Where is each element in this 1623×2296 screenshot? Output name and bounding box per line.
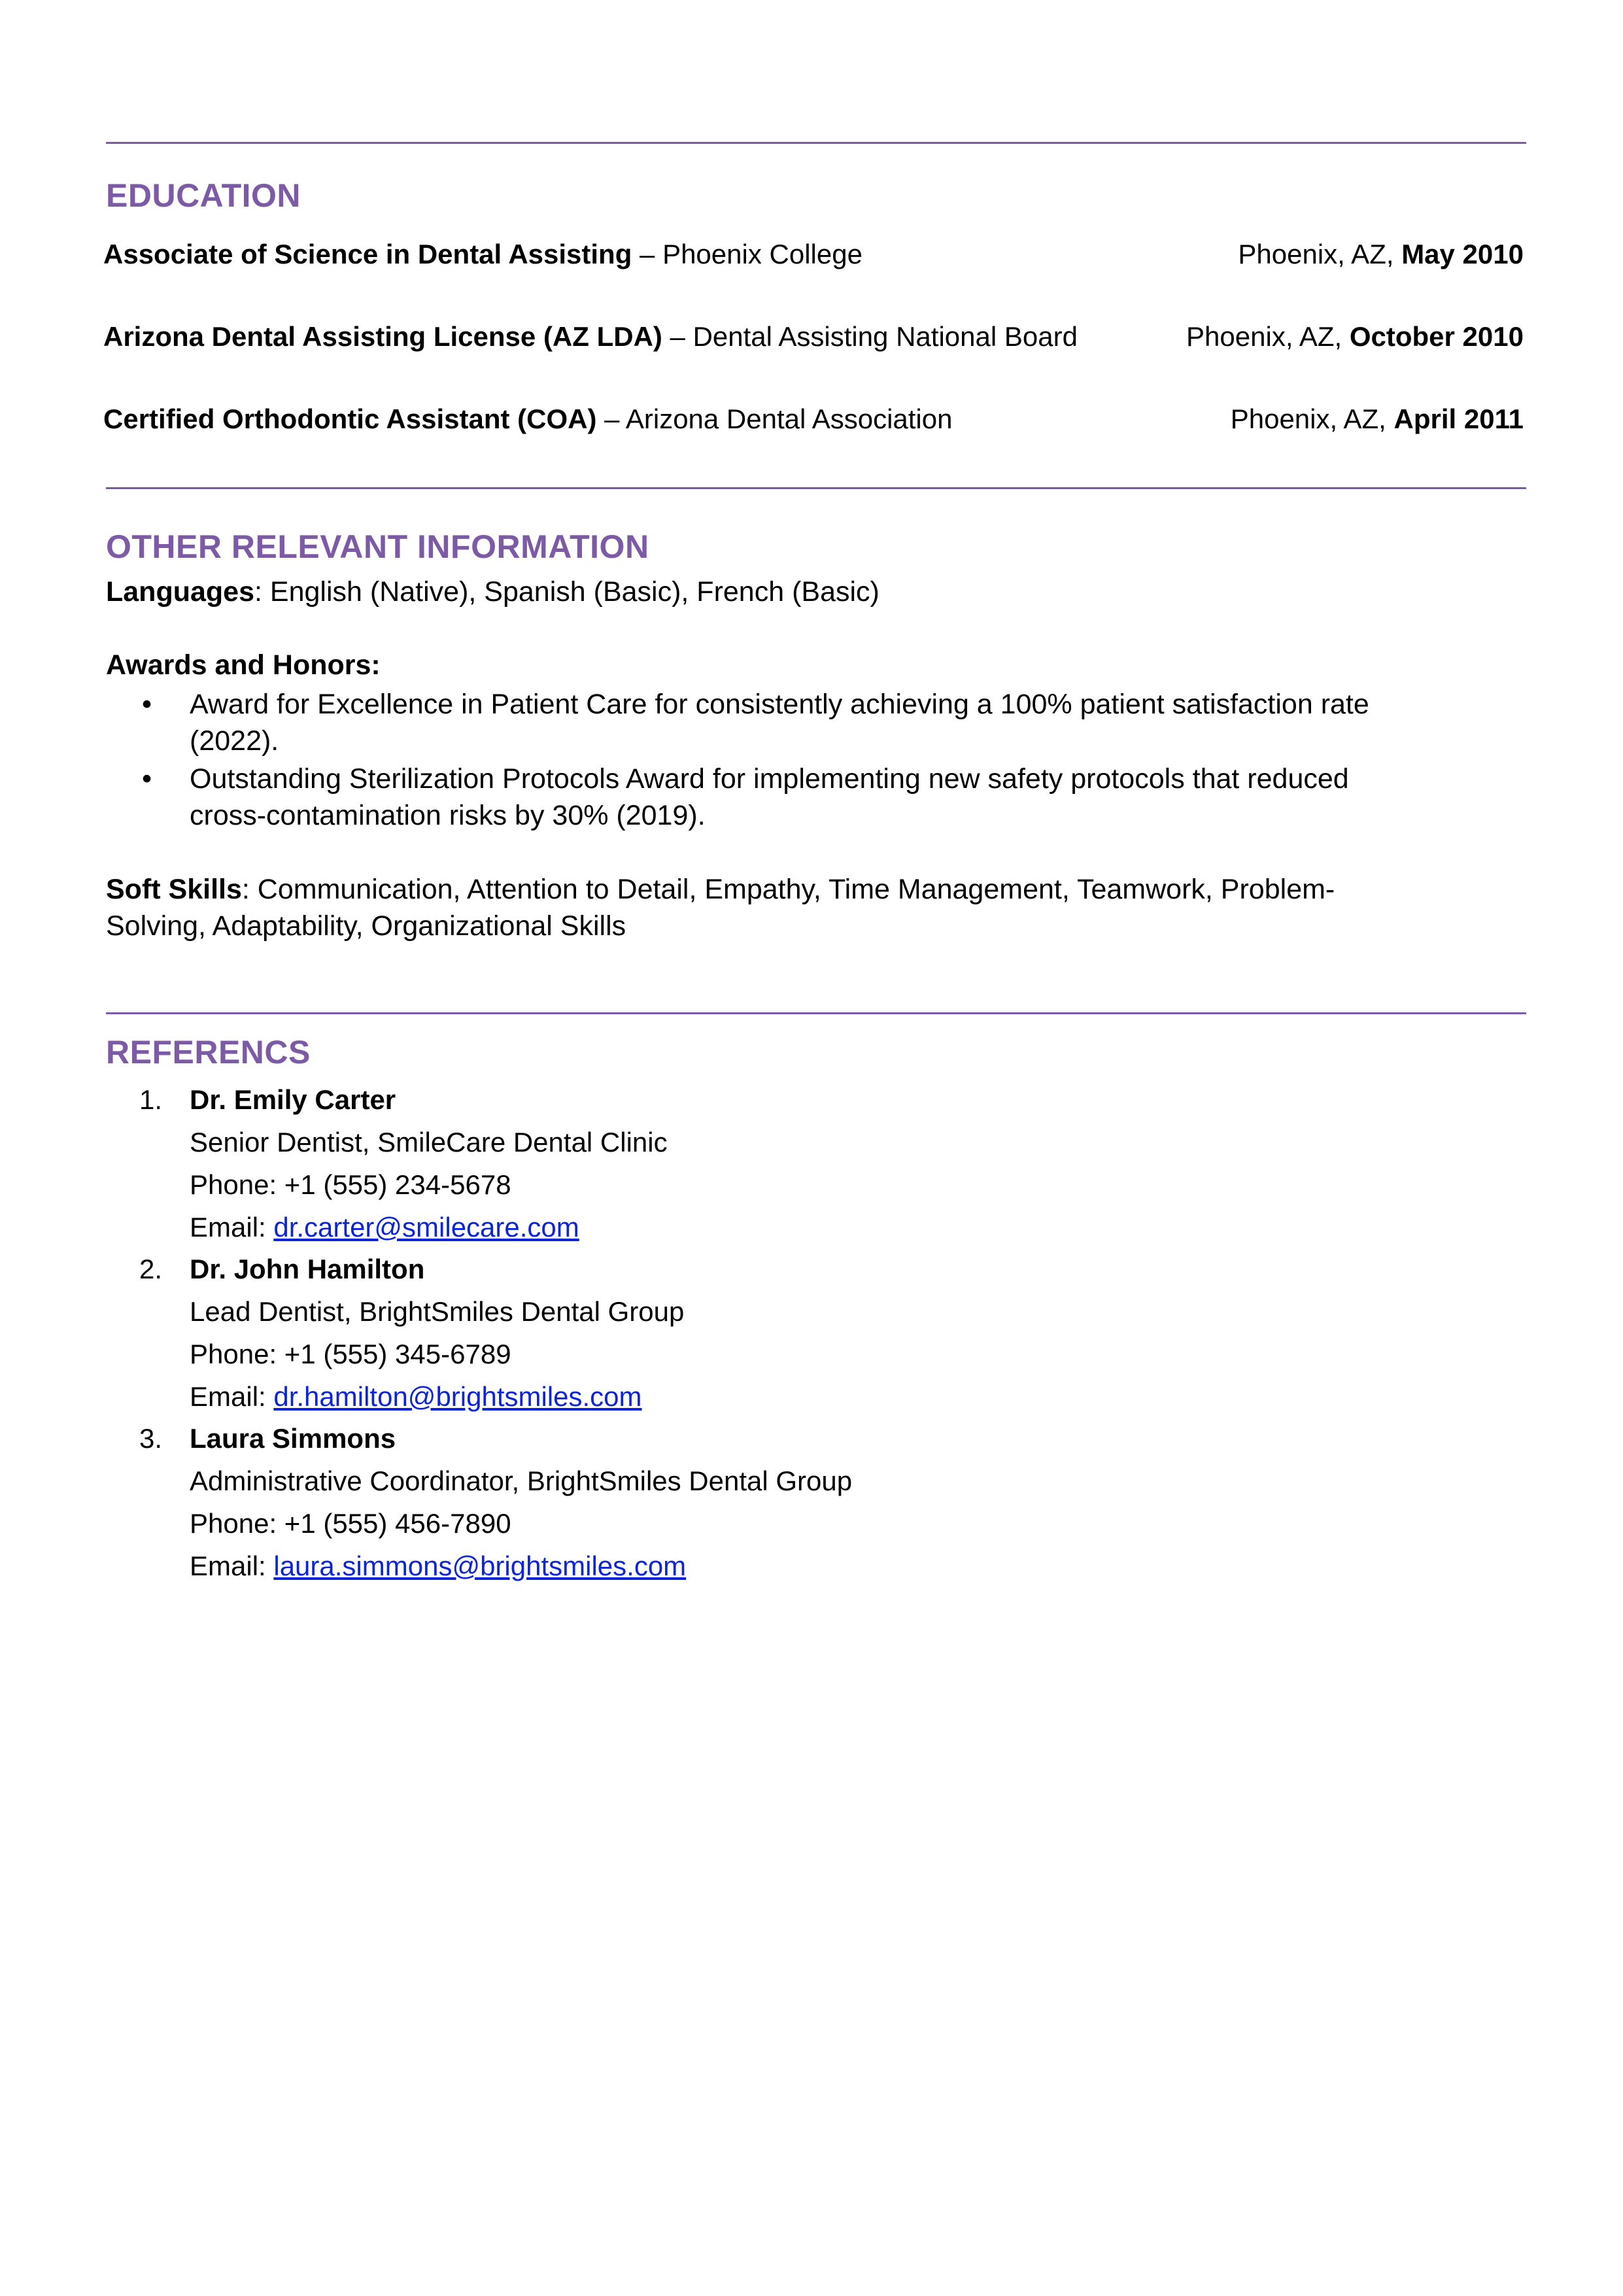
education-item-right [1186,321,1524,352]
institution: Dental Assisting National Board [692,321,1078,352]
reference-email-link[interactable]: laura.simmons@brightsmiles.com [273,1551,687,1581]
date: May 2010 [1401,239,1524,269]
education-item-right [1231,403,1524,435]
degree-title: Associate of Science in Dental Assisting [103,239,632,269]
section-divider [106,487,1526,489]
reference-name: Dr. Emily Carter [190,1084,396,1115]
award-line: Award for Excellence in Patient Care for consistently achieving a 100% patient satisfaction rate [190,689,1369,720]
reference-phone: Phone: +1 (555) 234-5678 [190,1169,511,1200]
reference-role: Administrative Coordinator, BrightSmiles Dental Group [190,1465,853,1496]
bullet-icon: • [142,763,152,795]
languages-value: : English (Native), Spanish (Basic), French (Basic) [254,576,880,608]
reference-email-line [190,1212,579,1243]
education-item [103,403,1524,443]
location: Phoenix, AZ, [1230,403,1394,434]
reference-number: 1. [139,1084,163,1115]
reference-email-line [190,1551,686,1582]
separator: – [632,239,663,269]
references-heading: REFERENCS [106,1034,311,1071]
separator: – [662,321,693,352]
reference-email-link[interactable]: dr.carter@smilecare.com [273,1212,579,1242]
other-info-heading: OTHER RELEVANT INFORMATION [106,528,649,565]
award-text [190,686,1589,759]
degree-title: Arizona Dental Assisting License (AZ LDA) [103,321,662,352]
institution: Phoenix College [662,239,863,269]
date: October 2010 [1349,321,1524,352]
soft-skills-line [106,874,1335,906]
reference-phone: Phone: +1 (555) 456-7890 [190,1508,511,1539]
award-line: (2022). [190,725,279,757]
education-item [103,321,1524,360]
email-label: Email: [190,1381,274,1412]
section-divider [106,142,1526,144]
location: Phoenix, AZ, [1186,321,1350,352]
awards-label: Awards and Honors: [106,649,381,681]
reference-number: 3. [139,1423,163,1454]
languages-label: Languages [106,576,254,608]
reference-role: Lead Dentist, BrightSmiles Dental Group [190,1296,685,1327]
languages-line [106,576,880,608]
education-item-left [103,239,863,270]
separator: – [596,403,626,434]
award-line: Outstanding Sterilization Protocols Award for implementing new safety protocols that reduced [190,763,1349,795]
education-item-left [103,321,1078,352]
award-text [190,761,1589,834]
section-divider [106,1012,1526,1014]
reference-email-line [190,1381,642,1413]
reference-phone: Phone: +1 (555) 345-6789 [190,1339,511,1369]
reference-name: Laura Simmons [190,1423,396,1454]
reference-name: Dr. John Hamilton [190,1254,425,1284]
soft-skills-label: Soft Skills [106,874,242,905]
email-label: Email: [190,1551,274,1581]
date: April 2011 [1393,403,1524,434]
reference-number: 2. [139,1254,163,1284]
education-item-right [1238,239,1524,270]
award-line: cross-contamination risks by 30% (2019). [190,800,706,831]
bullet-icon: • [142,689,152,720]
reference-role: Senior Dentist, SmileCare Dental Clinic [190,1127,668,1157]
degree-title: Certified Orthodontic Assistant (COA) [103,403,597,434]
email-label: Email: [190,1212,274,1242]
soft-skills-line-2: Solving, Adaptability, Organizational Skills [106,910,626,942]
education-item [103,239,1524,278]
location: Phoenix, AZ, [1238,239,1402,269]
reference-email-link[interactable]: dr.hamilton@brightsmiles.com [273,1381,642,1412]
education-item-left [103,403,952,435]
soft-skills-value: : Communication, Attention to Detail, Empathy, Time Management, Teamwork, Problem- [241,874,1335,905]
education-heading: EDUCATION [106,177,301,214]
institution: Arizona Dental Association [625,403,953,434]
